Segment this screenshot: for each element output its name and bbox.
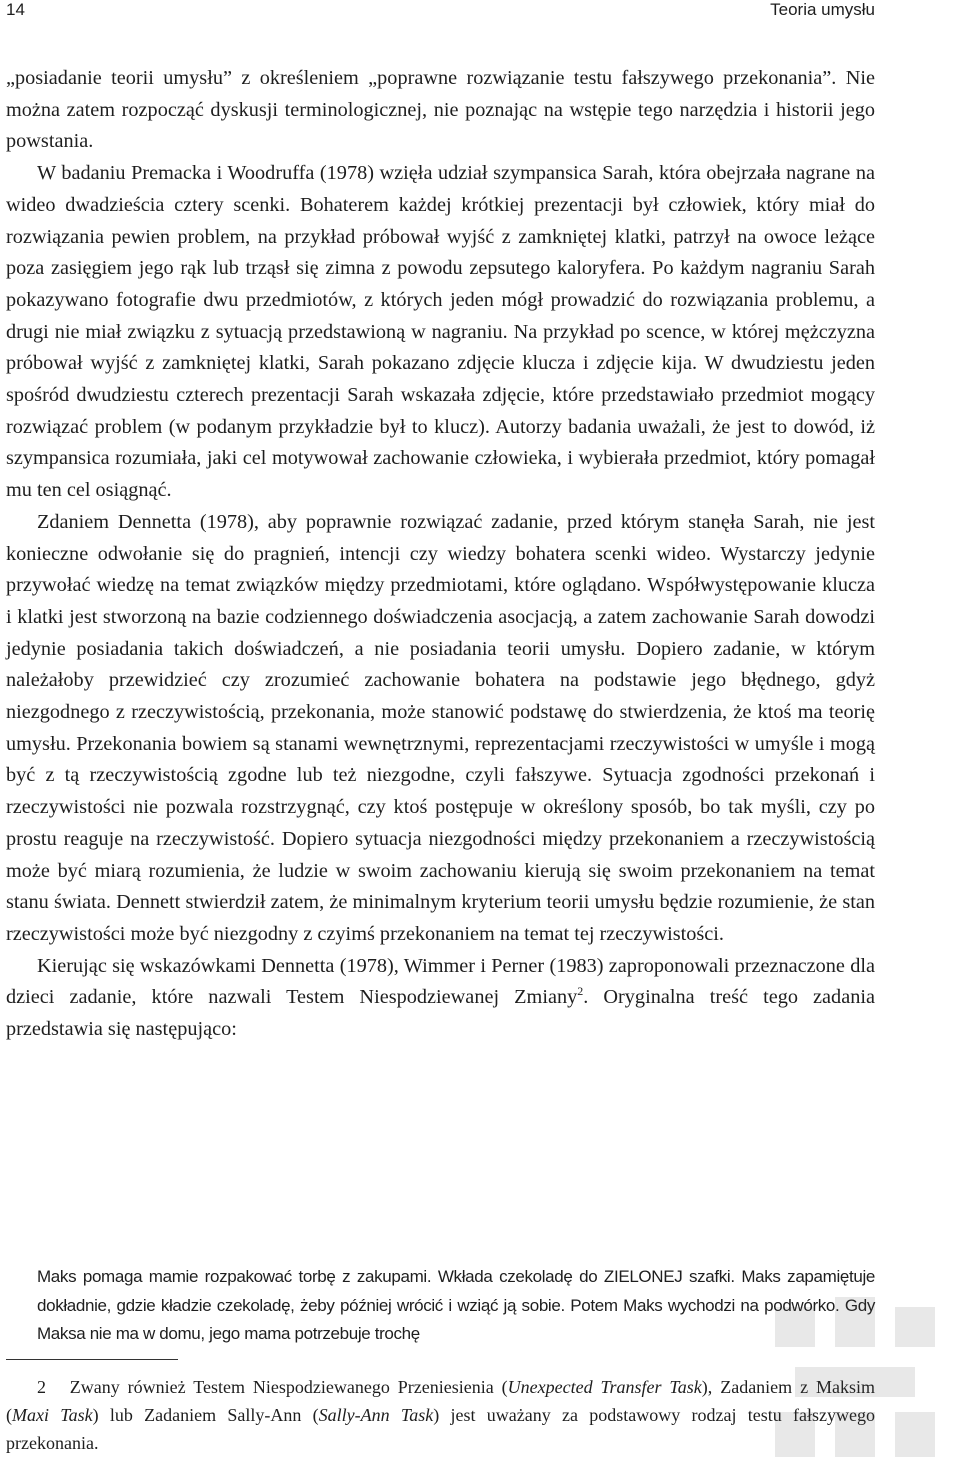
footnote-divider	[6, 1359, 178, 1360]
footnote-term-sally-ann: Sally-Ann Task	[318, 1405, 434, 1425]
paragraph-2: W badaniu Premacka i Woodruffa (1978) wzięła udział szympansica Sarah, która obejrzała nagrane na wideo dwadzieścia cztery scenki. Bohaterem każdej krótkiej prezentacji był człowiek, który miał do rozwiązania pewien problem, na przykład próbował wyjść z zamkniętej klatki, patrzył na owoce leżące poza zasięgiem jego rąk lub trząsł się zimna z powodu zepsutego kaloryfera. Po każdym nagraniu Sarah pokazywano fotografie dwu przedmiotów, z których jeden mógł prowadzić do rozwiązania problemu, a drugi nie miał związku z sytuacją przedstawioną w nagraniu. Na przykład po scence, w której mężczyzna próbował wyjść z zamkniętej klatki, Sarah pokazano zdjęcie klucza i zdjęcie kija. W dwudziestu jeden spośród dwudziestu czterech prezentacji Sarah wskazała zdjęcie, które przedstawiało przedmiot mogący rozwiązać problem (w podanym przykładzie był to klucz). Autorzy badania uważali, że jest to dowód, iż szympansica rozumiała, jaki cel motywował zachowanie człowieka, i wybierała przedmiot, który pomagał mu ten cel osiągnąć.	[6, 162, 875, 502]
running-head: Teoria umysłu	[770, 0, 875, 19]
footnote-text-part: Zwany również Testem Niespodziewanego Przeniesienia (	[69, 1377, 508, 1397]
footnote-text-part: ) lub Zadaniem Sally-Ann (	[92, 1405, 319, 1425]
paragraph-4	[6, 951, 875, 1046]
footnote-term-english: Unexpected Transfer Task	[507, 1377, 702, 1397]
block-quote	[37, 1263, 875, 1349]
paragraph-3: Zdaniem Dennetta (1978), aby poprawnie rozwiązać zadanie, przed którym stanęła Sarah, nie jest konieczne odwołanie się do pragnień, intencji czy wiedzy bohatera scenki wideo. Wystarczy jedynie przywołać wiedzę na temat związków między przedmiotami, które oglądano. Współwystępowanie klucza i klatki jest stworzoną na bazie codziennego doświadczenia asocjacją, a zatem zachowanie Sarah dowodzi jedynie posiadania takich doświadczeń, a nie posiadania teorii umysłu. Dopiero zadanie, w którym należałoby przewidzieć czy zrozumieć zachowanie bohatera na podstawie jego błędnego, gdyż niezgodnego z rzeczywistością, przekonania, może stanowić podstawę do stwierdzenia, że ktoś ma teorię umysłu. Przekonania bowiem są stanami wewnętrznymi, reprezentacjami rzeczywistości w umyśle i mogą być z tą rzeczywistością zgodne lub też niezgodne, czyli fałszywe. Sytuacja zgodności przekonań i rzeczywistości nie pozwala rozstrzygnąć, czy ktoś postępuje w określony sposób, bo tak myśli, czy po prostu reaguje na rzeczywistość. Dopiero sytuacja niezgodności między przekonaniem a rzeczywistością może być miarą rozumienia, że ludzie w swoim zachowaniu kierują się swoim przekonaniem na temat stanu świata. Dennett stwierdził zatem, że minimalnym kryterium teorii umysłu będzie rozumienie, że stan rzeczywistości może być niezgodny z czyimś przekonaniem na temat tej rzeczywistości.	[6, 510, 875, 945]
footnote-text-part: ) jest uważany za podstawowy rodzaj testu fałszywego przekonania.	[6, 1405, 875, 1453]
page-header	[0, 0, 960, 22]
footnote-reference[interactable]: 2	[577, 984, 584, 999]
footnote-number: 2	[37, 1377, 46, 1397]
body-text	[6, 63, 875, 1046]
footnote-text-part: ), Zadaniem z Maksim (	[6, 1377, 876, 1425]
block-quote-text: Maks pomaga mamie rozpakować torbę z zakupami. Wkłada czekoladę do ZIELONEJ szafki. Maks zapamiętuje dokładnie, gdzie kładzie czekoladę, żeby później wrócić i wziąć ją sobie. Potem Maks wychodzi na podwórko. Gdy Maksa nie ma w domu, jego mama potrzebuje trochę	[37, 1267, 875, 1343]
page-number: 14	[6, 0, 25, 19]
footnote-text	[6, 1373, 875, 1457]
paragraph-1: „posiadanie teorii umysłu” z określeniem „poprawne rozwiązanie testu fałszywego przekonania”. Nie można zatem rozpocząć dyskusji terminologicznej, nie poznając na wstępie tego narzędzia i historii jego powstania.	[6, 67, 875, 153]
paragraph-4-text: Kierując się wskazówkami Dennetta (1978), Wimmer i Perner (1983) zaproponowali przeznaczone dla dzieci zadanie, które nazwali Testem Niespodziewanej Zmiany	[6, 954, 875, 1009]
paragraph-4-text-end: . Oryginalna treść tego zadania przedstawia się następująco:	[6, 986, 875, 1041]
footnote-term-maxi: Maxi Task	[12, 1405, 93, 1425]
footnote	[6, 1373, 875, 1457]
watermark-emblem-icon	[755, 1287, 955, 1467]
